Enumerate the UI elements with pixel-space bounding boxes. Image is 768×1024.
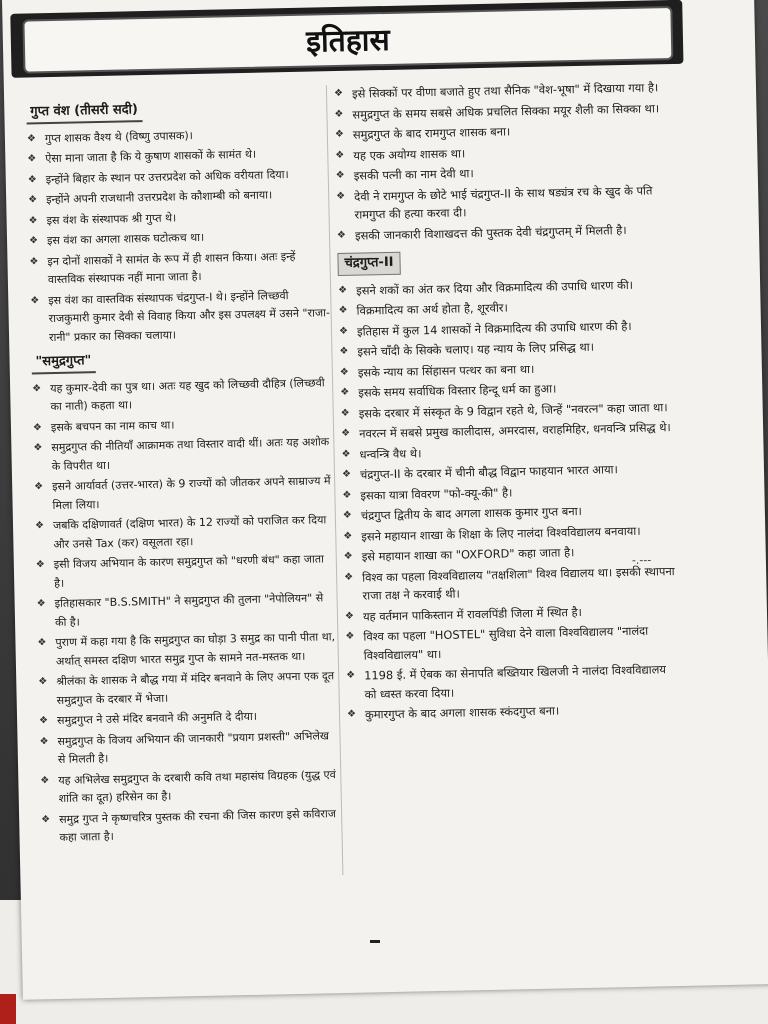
- list-item: ❖ विश्व का पहला विश्वविद्यालय "तक्षशिला" विश्व विद्यालय था। इसकी स्थापना राजा तक्ष ने करवाई थी।: [344, 561, 680, 605]
- list-item: ❖ इसकी जानकारी विशाखदत्त की पुस्तक देवी चंद्रगुप्तम् में मिलती है।: [337, 220, 672, 246]
- list-item: ❖ समुद्रगुप्त के बाद रामगुप्त शासक बना।: [335, 119, 670, 145]
- list-item: ❖ इसने महायान शाखा के शिक्षा के लिए नालंदा विश्वविद्यालय बनवाया।: [343, 520, 678, 546]
- list-item: ❖ इसे सिक्कों पर वीणा बजाते हुए तथा सैनिक "वेश-भूषा" में दिखाया गया है।: [334, 78, 669, 104]
- list-item: ❖ इसके समय सर्वाधिक विस्तार हिन्दू धर्म का हुआ।: [340, 377, 675, 403]
- list-item: ❖ यह अभिलेख समुद्रगुप्त के दरबारी कवि तथा महासंघ विग्रहक (युद्ध एवं शांति का दूत) हरिसेन का है।: [40, 766, 341, 809]
- list-item: ❖ देवी ने रामगुप्त के छोटे भाई चंद्रगुप्त-II के साथ षड्यंत्र रच के खुद के पति रामगुप्त की हत्या करवा दी।: [336, 181, 672, 225]
- right-column: [334, 78, 682, 726]
- list-item: ❖ इतिहासकार "B.S.SMITH" ने समुद्रगुप्त की तुलना "नेपोलियन" से की है।: [36, 589, 337, 632]
- list-item: ❖ चंद्रगुप्त द्वितीय के बाद अगला शासक कुमार गुप्त बना।: [343, 500, 678, 526]
- list-item: ❖ विश्व का पहला "HOSTEL" सुविधा देने वाला विश्वविद्यालय "नालंदा विश्वविद्यालय" था।: [345, 621, 681, 665]
- list-item: ❖ श्रीलंका के शासक ने बौद्ध गया में मंदिर बनवाने के लिए अपना एक दूत समुद्रगुप्त के दरबार में भेजा।: [38, 667, 339, 710]
- gupta-dynasty-list: [27, 124, 331, 348]
- list-item: ❖ समुद्रगुप्त की नीतियाँ आक्रामक तथा विस्तार वादी थीं। अतः यह अशोक के विपरीत था।: [33, 433, 334, 476]
- chandragupta-ii-list: [338, 275, 682, 725]
- list-item: ❖ कुमारगुप्त के बाद अगला शासक स्कंदगुप्त बना।: [347, 699, 682, 725]
- list-item: ❖ धन्वन्त्रि वैध थे।: [341, 438, 676, 464]
- list-item: ❖ इसके बचपन का नाम काच था।: [33, 413, 333, 438]
- samudragupta-heading: "समुद्रगुप्त": [31, 352, 95, 374]
- gupta-dynasty-heading: गुप्त वंश (तीसरी सदी): [26, 101, 142, 124]
- list-item: ❖ इसका यात्रा विवरण "फो-क्यू-की" है।: [342, 479, 677, 505]
- list-item: ❖ इसने शकों का अंत कर दिया और विक्रमादित्य की उपाधि धारण की।: [338, 275, 673, 301]
- list-item: ❖ नवरत्न में सबसे प्रमुख कालीदास, अमरदास, वराहमिहिर, धनवन्त्रि प्रसिद्ध थे।: [341, 418, 676, 444]
- list-item: ❖ इस वंश के संस्थापक श्री गुप्त थे।: [28, 206, 328, 231]
- pen-mark: -.---: [631, 553, 652, 567]
- list-item: ❖ जबकि दक्षिणावर्त (दक्षिण भारत) के 12 राज्यों को पराजित कर दिया और उनसे Tax (कर) वसूलता रहा।: [35, 511, 336, 554]
- list-item: ❖ इस वंश का वास्तविक संस्थापक चंद्रगुप्त-I थे। इन्होंने लिच्छवी राजकुमारी कुमार देवी से विवाह किया और इस उपलक्ष्य में उसने "राजा-रानी" प्रकार का सिक्का चलाया।: [30, 286, 331, 348]
- page-title: इतिहास: [305, 22, 391, 60]
- left-column: [26, 93, 342, 850]
- list-item: ❖ यह वर्तमान पाकिस्तान में रावलपिंडी जिला में स्थित है।: [345, 600, 680, 626]
- list-item: ❖ इन्होंने अपनी राजधानी उत्तरप्रदेश के कौशाम्बी को बनाया।: [28, 185, 328, 210]
- list-item: ❖ समुद्रगुप्त के विजय अभियान की जानकारी "प्रयाग प्रशस्ती" अभिलेख से मिलती है।: [39, 727, 340, 770]
- list-item: ❖ इन्होंने बिहार के स्थान पर उत्तरप्रदेश को अधिक वरीयता दिया।: [28, 165, 328, 190]
- list-item: ❖ इसी विजय अभियान के कारण समुद्रगुप्त को "धरणी बंध" कहा जाता है।: [36, 550, 337, 593]
- list-item: ❖ समुद्रगुप्त के समय सबसे अधिक प्रचलित सिक्का मयूर शैली का सिक्का था।: [334, 99, 669, 125]
- list-item: ❖ इसकी पत्नी का नाम देवी था।: [336, 160, 671, 186]
- chandragupta-ii-heading: चंद्रगुप्त-II: [337, 252, 400, 276]
- list-item: ❖ यह कुमार-देवी का पुत्र था। अतः यह खुद को लिच्छवी दौहित्र (लिच्छवी का नाती) कहता था।: [32, 374, 333, 417]
- ramgupta-list: [334, 78, 672, 245]
- list-item: ❖ 1198 ई. में ऐबक का सेनापति बख्तियार खिलजी ने नालंदा विश्वविद्यालय को ध्वस्त करवा दिया।: [346, 660, 682, 704]
- list-item: ❖ इसने चाँदी के सिक्के चलाए। यह न्याय के लिए प्रसिद्ध था।: [339, 336, 674, 362]
- page-number-mark: [370, 940, 380, 943]
- list-item: ❖ चंद्रगुप्त-II के दरबार में चीनी बौद्ध विद्वान फाहयान भारत आया।: [342, 459, 677, 485]
- list-item: ❖ इसने आर्यावर्त (उत्तर-भारत) के 9 राज्यों को जीतकर अपने साम्राज्य में मिला लिया।: [34, 472, 335, 515]
- red-cover-corner: [0, 994, 16, 1024]
- list-item: ❖ गुप्त शासक वैश्य थे (विष्णु उपासक)।: [27, 124, 327, 149]
- list-item: ❖ इस वंश का अगला शासक घटोत्कच था।: [29, 226, 329, 251]
- book-page: [2, 0, 768, 1000]
- list-item: ❖ पुराण में कहा गया है कि समुद्रगुप्त का घोड़ा 3 समुद्र का पानी पीता था, अर्थात् समस्त दक्षिण भारत समुद्र गुप्त के सामने नत-मस्तक था।: [37, 628, 338, 671]
- list-item: ❖ समुद्रगुप्त ने उसे मंदिर बनवाने की अनुमति दे दीया।: [39, 706, 339, 731]
- list-item: ❖ इसके दरबार में संस्कृत के 9 विद्वान रहते थे, जिन्हें "नवरत्न" कहा जाता था।: [341, 397, 676, 423]
- list-item: ❖ इन दोनों शासकों ने सामंत के रूप में ही शासन किया। अतः इन्हें वास्तविक संस्थापक नहीं माना जाता है।: [29, 247, 330, 290]
- list-item: ❖ समुद्र गुप्त ने कृष्णचरित्र पुस्तक की रचना की जिस कारण इसे कविराज कहा जाता है।: [41, 805, 342, 848]
- list-item: ❖ यह एक अयोग्य शासक था।: [335, 140, 670, 166]
- list-item: ❖ विक्रमादित्य का अर्थ होता है, शूरवीर।: [338, 295, 673, 321]
- samudragupta-list: [32, 374, 342, 848]
- list-item: ❖ इसके न्याय का सिंहासन पत्थर का बना था।: [340, 356, 675, 382]
- list-item: ❖ ऐसा माना जाता है कि ये कुषाण शासकों के सामंत थे।: [27, 144, 327, 169]
- list-item: ❖ इसे महायान शाखा का "OXFORD" कहा जाता है।: [344, 541, 679, 567]
- list-item: ❖ इतिहास में कुल 14 शासकों ने विक्रमादित्य की उपाधि धारण की है।: [339, 316, 674, 342]
